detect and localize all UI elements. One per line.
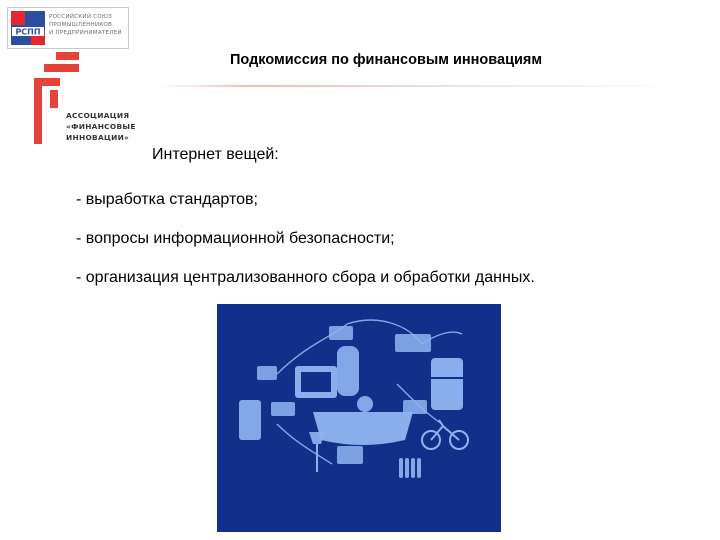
sensor-panel-icon: [329, 326, 353, 340]
rspp-logo: [7, 7, 129, 49]
list-item: - вопросы информационной безопасности;: [76, 230, 395, 247]
sensor-panel-icon: [403, 400, 427, 414]
bathtub-icon: [313, 412, 413, 445]
fridge-icon: [431, 358, 463, 410]
rspp-emblem-icon: [11, 11, 45, 45]
water-heater-icon: [337, 346, 359, 396]
list-item: - выработка стандартов;: [76, 191, 258, 208]
sensor-panel-icon: [257, 366, 277, 380]
afi-name: АССОЦИАЦИЯ «ФИНАНСОВЫЕ ИННОВАЦИИ»: [66, 111, 136, 142]
topic-heading: Интернет вещей:: [152, 146, 279, 163]
sensor-panel-icon: [271, 402, 295, 416]
bullet-list: [76, 191, 535, 308]
list-item: - организация централизованного сбора и обработки данных.: [76, 269, 535, 286]
sensor-panel-icon: [337, 446, 363, 464]
appliance-icon: [239, 400, 261, 440]
page-title: Подкомиссия по финансовым инновациям: [230, 52, 543, 68]
rspp-mark-text: РСПП: [15, 27, 41, 37]
iot-home-illustration: [217, 304, 501, 532]
rspp-name: РОССИЙСКИЙ СОЮЗ ПРОМЫШЛЕННИКОВ И ПРЕДПРИНИМАТЕЛЕЙ: [49, 14, 122, 36]
sensor-panel-icon: [395, 334, 431, 352]
title-divider: [158, 82, 678, 90]
